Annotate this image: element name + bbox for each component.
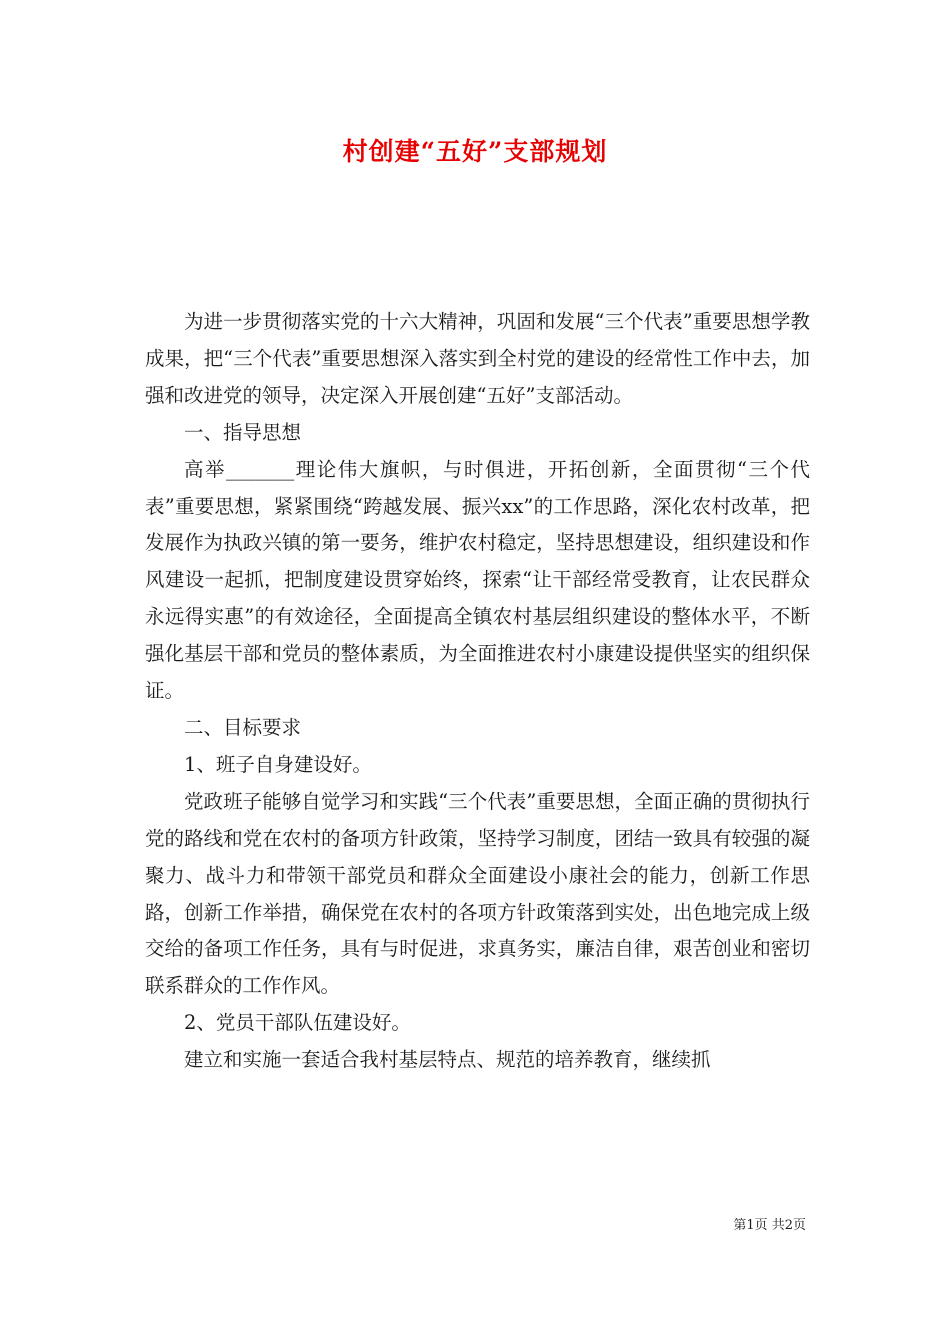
heading-guiding-thought: 一、指导思想 — [184, 420, 302, 444]
page-number-footer: 第1页 共2页 — [733, 1218, 806, 1233]
document-body — [145, 304, 810, 1079]
paragraph-intro: 为进一步贯彻落实党的十六大精神，巩固和发展“三个代表”重要思想学教成果，把“三个代表”重要思想深入落实到全村党的建设的经常性工作中去，加强和改进党的领导，决定深入开展创建“五好”支部活动。 — [145, 310, 810, 407]
paragraph-cadre-team: 建立和实施一套适合我村基层特点、规范的培养教育，继续抓 — [184, 1048, 711, 1072]
heading-goals: 二、目标要求 — [184, 715, 302, 739]
paragraph-guiding-thought: 高举_______理论伟大旗帜，与时俱进，开拓创新，全面贯彻“三个代表”重要思想，紧紧围绕“跨越发展、振兴xx”的工作思路，深化农村改革，把发展作为执政兴镇的第一要务，维护农村稳定，坚持思想建设，组织建设和作风建设一起抓，把制度建设贯穿始终，探索“让干部经常受教育，让农民群众永远得实惠”的有效途径，全面提高全镇农村基层组织建设的整体水平，不断强化基层干部和党员的整体素质，为全面推进农村小康建设提供坚实的组织保证。 — [145, 457, 810, 703]
subheading-cadre-team: 2、党员干部队伍建设好。 — [184, 1011, 411, 1035]
document-title: 村创建“五好”支部规划 — [342, 137, 608, 166]
subheading-leadership: 1、班子自身建设好。 — [184, 752, 372, 776]
paragraph-leadership: 党政班子能够自觉学习和实践“三个代表”重要思想，全面正确的贯彻执行党的路线和党在农村的备项方针政策，坚持学习制度，团结一致具有较强的凝聚力、战斗力和带领干部党员和群众全面建设小康社会的能力，创新工作思路，创新工作举措，确保党在农村的各项方针政策落到实处，出色地完成上级交给的备项工作任务，具有与时促进，求真务实，廉洁自律，艰苦创业和密切联系群众的工作作风。 — [145, 789, 810, 998]
